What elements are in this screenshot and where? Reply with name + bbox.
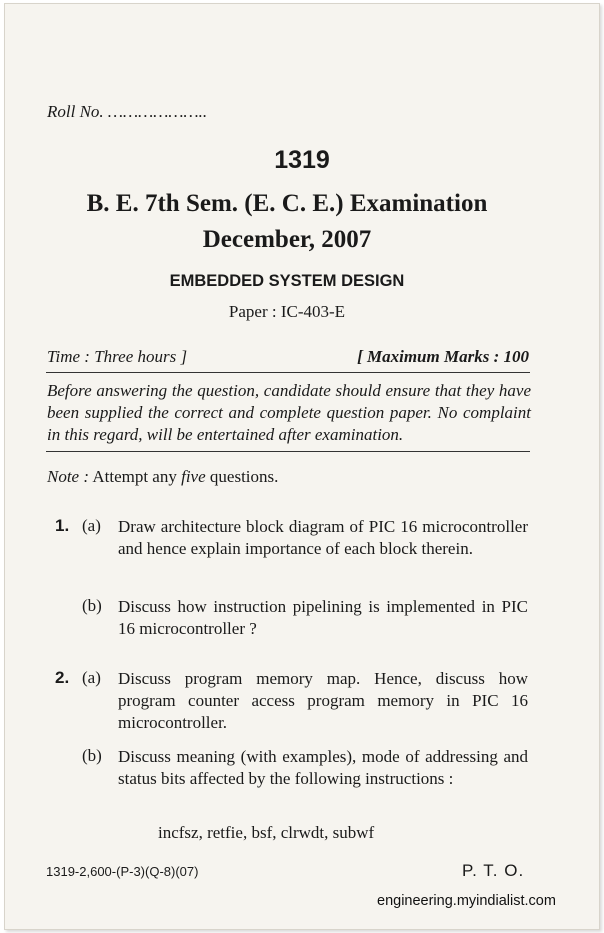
subject-title: EMBEDDED SYSTEM DESIGN <box>169 272 405 290</box>
question-2a-label: (a) <box>82 668 101 687</box>
exam-date: December, 2007 <box>202 226 372 253</box>
footer-code: 1319-2,600-(P-3)(Q-8)(07) <box>46 864 199 879</box>
question-2-number: 2. <box>55 668 70 687</box>
note-label: Note : <box>47 467 90 486</box>
divider-bottom <box>46 451 530 452</box>
question-2b-label: (b) <box>82 746 102 765</box>
note-text-before: Attempt any <box>92 467 182 486</box>
watermark-link[interactable]: engineering.myindialist.com <box>377 893 556 909</box>
roll-number-field: Roll No. ……………….. <box>47 102 208 121</box>
question-2b-text: Discuss meaning (with examples), mode of addressing and status bits affected by the following instructions : <box>118 747 528 788</box>
candidate-instructions: Before answering the question, candidate should ensure that they have been supplied the correct and complete question paper. No complaint in this regard, will be entertained after examination. <box>47 381 531 444</box>
question-1a-text: Draw architecture block diagram of PIC 16 microcontroller and hence explain importance of each block therein. <box>118 517 528 558</box>
question-1a-label: (a) <box>82 516 101 535</box>
question-1-number: 1. <box>55 516 70 535</box>
note-text-after: questions. <box>205 467 279 486</box>
note-emphasis: five <box>181 467 206 486</box>
instruction-list: incfsz, retfie, bsf, clrwdt, subwf <box>158 823 375 842</box>
question-1b-label: (b) <box>82 596 102 615</box>
note-line <box>47 467 278 487</box>
divider-top <box>46 372 530 373</box>
paper-id: Paper : IC-403-E <box>228 302 346 321</box>
paper-code: 1319 <box>274 146 330 174</box>
question-1b-text: Discuss how instruction pipelining is implemented in PIC 16 microcontroller ? <box>118 597 528 638</box>
please-turn-over: P. T. O. <box>462 861 525 880</box>
maximum-marks: [ Maximum Marks : 100 <box>357 347 529 366</box>
exam-title: B. E. 7th Sem. (E. C. E.) Examination <box>86 190 488 217</box>
question-2a-text: Discuss program memory map. Hence, discuss how program counter access program memory in PIC 16 microcontroller. <box>118 669 528 732</box>
time-allowed: Time : Three hours ] <box>47 347 188 366</box>
